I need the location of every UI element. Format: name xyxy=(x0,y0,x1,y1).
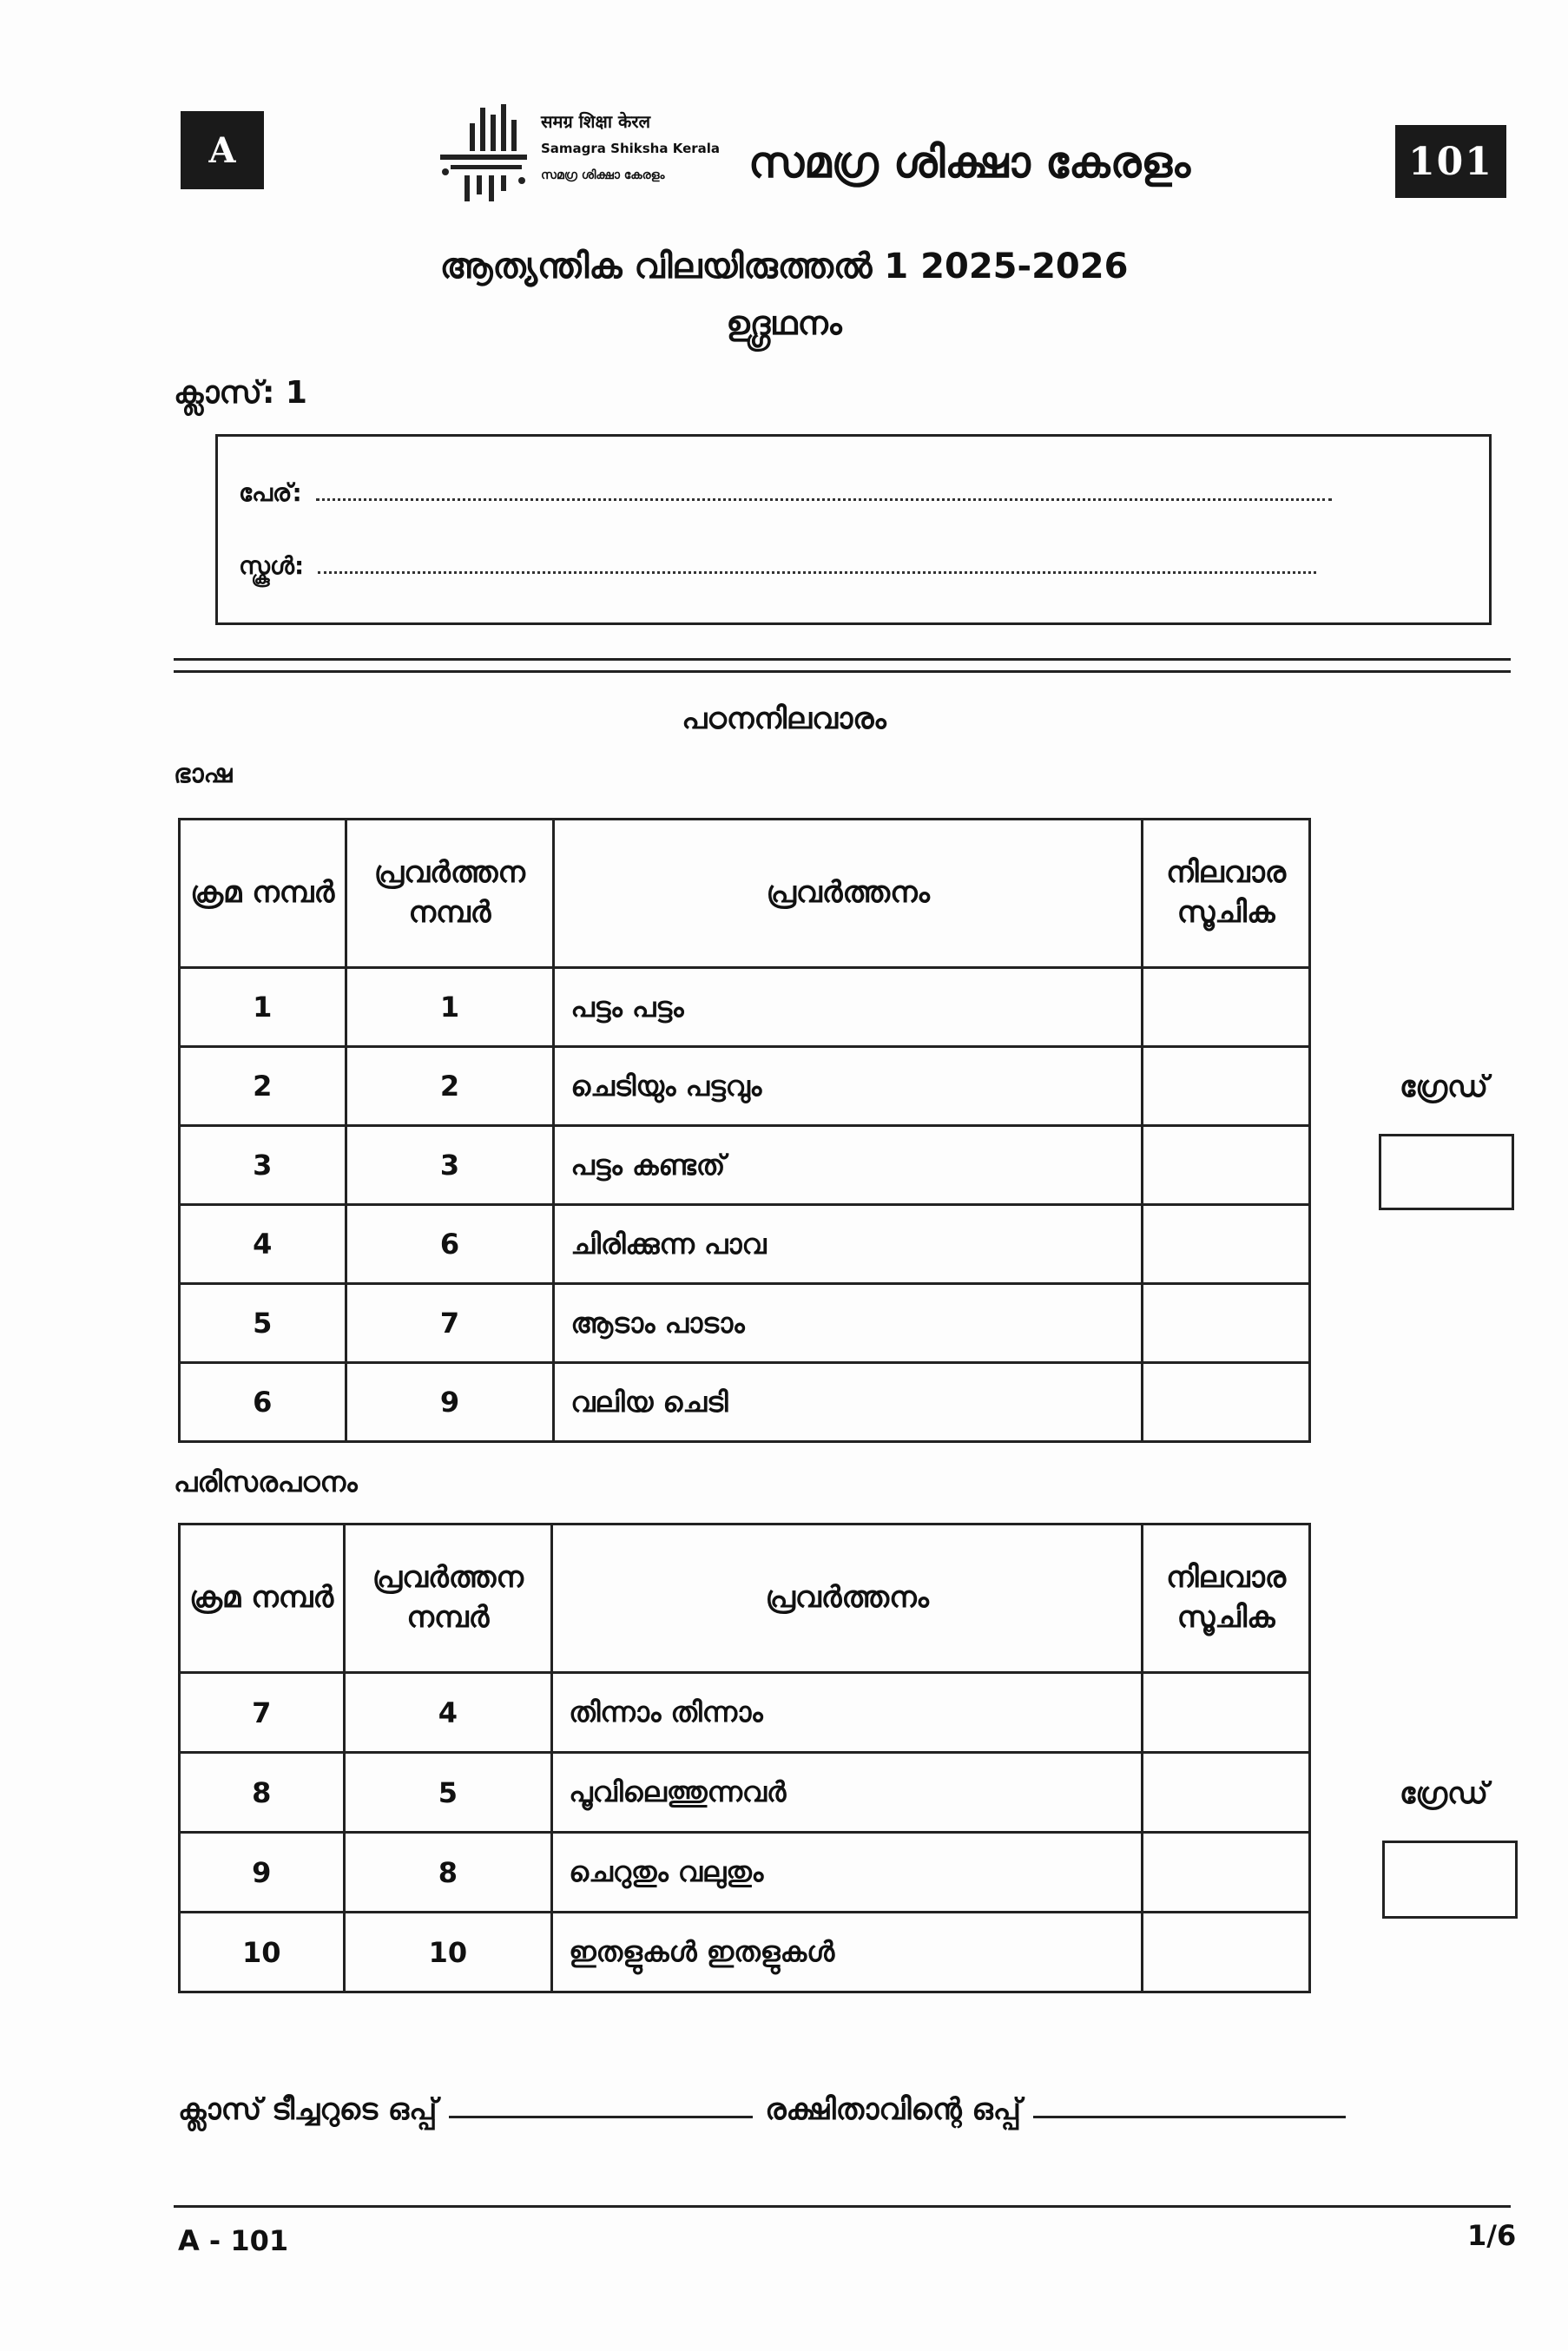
serial-number-cell: 8 xyxy=(180,1753,345,1833)
organization-title: സമഗ്ര ശിക്ഷാ കേരളം xyxy=(748,137,1191,188)
activity-cell: ആടാം പാടാം xyxy=(554,1284,1143,1363)
name-field[interactable] xyxy=(316,497,1332,501)
environmental-studies-grade-box[interactable] xyxy=(1382,1841,1518,1919)
samagra-shiksha-logo xyxy=(438,102,734,205)
exam-title: ആത്യന്തിക വിലയിരുത്തൽ 1 2025-2026 xyxy=(439,247,1129,286)
column-header-serial-number: ക്രമ നമ്പർ xyxy=(180,1525,345,1673)
name-row xyxy=(239,478,1332,508)
indicator-cell[interactable] xyxy=(1143,1673,1310,1753)
column-header-indicator: നിലവാര സൂചിക xyxy=(1143,820,1310,968)
activity-cell: പൂവിലെത്തുന്നവർ xyxy=(552,1753,1143,1833)
footer-paper-code: A - 101 xyxy=(178,2224,289,2257)
serial-number-cell: 4 xyxy=(180,1205,346,1284)
table-row xyxy=(180,1284,1310,1363)
logo-text-malayalam: സമഗ്ര ശിക്ഷാ കേരളം xyxy=(541,168,665,182)
environmental-studies-label: പരിസരപഠനം xyxy=(174,1465,358,1498)
serial-number-cell: 9 xyxy=(180,1833,345,1913)
activity-number-cell: 10 xyxy=(344,1913,552,1992)
table-row xyxy=(180,1363,1310,1442)
language-grade-label: ഗ്രേഡ് xyxy=(1400,1070,1488,1104)
language-grade-box[interactable] xyxy=(1379,1134,1514,1210)
table-row xyxy=(180,1673,1310,1753)
column-header-activity: പ്രവർത്തനം xyxy=(552,1525,1143,1673)
table-row xyxy=(180,1126,1310,1205)
activity-number-cell: 9 xyxy=(346,1363,554,1442)
logo-mark-icon xyxy=(438,102,536,205)
language-activity-table xyxy=(178,818,1311,1443)
activity-number-cell: 3 xyxy=(346,1126,554,1205)
serial-number-cell: 1 xyxy=(180,968,346,1047)
activity-number-cell: 2 xyxy=(346,1047,554,1126)
indicator-cell[interactable] xyxy=(1143,1753,1310,1833)
table-row xyxy=(180,1205,1310,1284)
section-heading: പഠനനിലവാരം xyxy=(682,701,886,736)
indicator-cell[interactable] xyxy=(1143,1284,1310,1363)
serial-number-cell: 6 xyxy=(180,1363,346,1442)
school-label: സ്കൂൾ: xyxy=(239,551,305,580)
teacher-signature-label: ക്ലാസ് ടീച്ചറുടെ ഒപ്പ് xyxy=(178,2092,438,2127)
serial-number-cell: 3 xyxy=(180,1126,346,1205)
paper-code-badge: 101 xyxy=(1395,125,1506,198)
indicator-cell[interactable] xyxy=(1143,1126,1310,1205)
indicator-cell[interactable] xyxy=(1143,1833,1310,1913)
table-row xyxy=(180,1753,1310,1833)
activity-number-cell: 4 xyxy=(344,1673,552,1753)
indicator-cell[interactable] xyxy=(1143,1363,1310,1442)
parent-signature-field[interactable] xyxy=(1033,2115,1346,2118)
indicator-cell[interactable] xyxy=(1143,968,1310,1047)
exam-subtitle: ഉദ്ഗ്രഥനം xyxy=(726,304,842,342)
activity-cell: ചെറുതും വലുതും xyxy=(552,1833,1143,1913)
student-info-box xyxy=(215,434,1492,625)
table-header-row xyxy=(180,820,1310,968)
language-section-label: ഭാഷ xyxy=(174,759,233,789)
serial-number-cell: 2 xyxy=(180,1047,346,1126)
class-label: ക്ലാസ്: 1 xyxy=(174,375,307,411)
activity-cell: വലിയ ചെടി xyxy=(554,1363,1143,1442)
environmental-studies-activity-table xyxy=(178,1523,1311,1993)
environmental-studies-grade-label: ഗ്രേഡ് xyxy=(1400,1776,1488,1811)
activity-number-cell: 8 xyxy=(344,1833,552,1913)
column-header-activity-number: പ്രവർത്തന നമ്പർ xyxy=(344,1525,552,1673)
activity-cell: ചിരിക്കുന്ന പാവ xyxy=(554,1205,1143,1284)
set-code-badge: A xyxy=(181,111,264,189)
column-header-activity: പ്രവർത്തനം xyxy=(554,820,1143,968)
activity-number-cell: 5 xyxy=(344,1753,552,1833)
table-header-row xyxy=(180,1525,1310,1673)
column-header-serial-number: ക്രമ നമ്പർ xyxy=(180,820,346,968)
column-header-activity-number: പ്രവർത്തന നമ്പർ xyxy=(346,820,554,968)
teacher-signature-field[interactable] xyxy=(449,2115,753,2118)
indicator-cell[interactable] xyxy=(1143,1047,1310,1126)
table-row xyxy=(180,1833,1310,1913)
activity-cell: പട്ടം കണ്ടത് xyxy=(554,1126,1143,1205)
logo-text-english: Samagra Shiksha Kerala xyxy=(541,141,721,156)
serial-number-cell: 10 xyxy=(180,1913,345,1992)
page-number: 1/6 xyxy=(1467,2219,1517,2252)
divider xyxy=(174,658,1511,661)
name-label: പേര്: xyxy=(239,478,302,507)
divider xyxy=(174,670,1511,673)
indicator-cell[interactable] xyxy=(1143,1913,1310,1992)
signature-row xyxy=(178,2092,1506,2127)
indicator-cell[interactable] xyxy=(1143,1205,1310,1284)
activity-cell: പട്ടം പട്ടം xyxy=(554,968,1143,1047)
table-row xyxy=(180,1047,1310,1126)
activity-number-cell: 7 xyxy=(346,1284,554,1363)
activity-number-cell: 1 xyxy=(346,968,554,1047)
parent-signature-label: രക്ഷിതാവിന്റെ ഒപ്പ് xyxy=(765,2092,1021,2127)
column-header-indicator: നിലവാര സൂചിക xyxy=(1143,1525,1310,1673)
serial-number-cell: 5 xyxy=(180,1284,346,1363)
table-row xyxy=(180,1913,1310,1992)
activity-cell: ചെടിയും പട്ടവും xyxy=(554,1047,1143,1126)
footer-divider xyxy=(174,2205,1511,2208)
activity-cell: ഇതളുകൾ ഇതളുകൾ xyxy=(552,1913,1143,1992)
school-field[interactable] xyxy=(318,570,1316,574)
logo-text-hindi: समग्र शिक्षा केरल xyxy=(541,111,651,132)
serial-number-cell: 7 xyxy=(180,1673,345,1753)
school-row xyxy=(239,551,1316,581)
table-row xyxy=(180,968,1310,1047)
activity-cell: തിന്നാം തിന്നാം xyxy=(552,1673,1143,1753)
activity-number-cell: 6 xyxy=(346,1205,554,1284)
